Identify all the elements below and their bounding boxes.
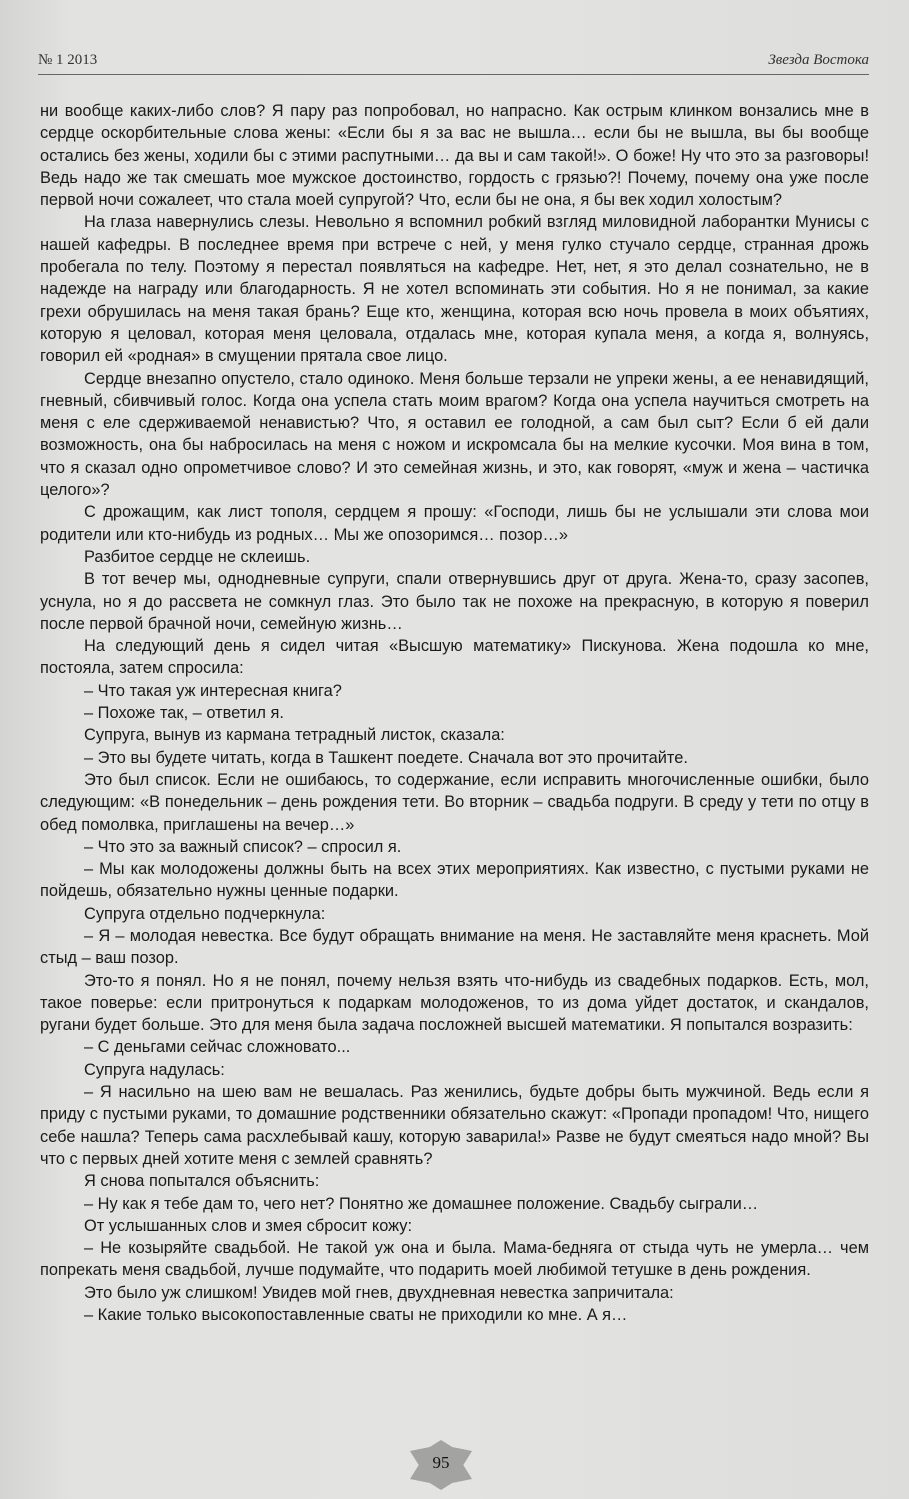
paragraph: – Я – молодая невестка. Все будут обращать внимание на меня. Не заставляйте меня краснеть. Мой стыд – ваш позор.: [40, 926, 869, 968]
paragraph: Супруга надулась:: [84, 1060, 225, 1079]
paragraph: Это был список. Если не ошибаюсь, то содержание, если исправить многочисленные ошибки, было следующим: «В понедельник – день рождения тети. Во вторник – свадьба подруги. В среду у тети по отцу в обед помолвка, приглашены на вечер…»: [40, 770, 869, 834]
issue-number: № 1 2013: [38, 52, 98, 68]
paragraph: Это было уж слишком! Увидев мой гнев, двухдневная невестка запричитала:: [84, 1283, 674, 1302]
paragraph: – Ну как я тебе дам то, чего нет? Понятно же домашнее положение. Свадьбу сыграли…: [84, 1194, 759, 1213]
paragraph: Супруга, вынув из кармана тетрадный листок, сказала:: [84, 726, 505, 745]
paragraph: Сердце внезапно опустело, стало одиноко. Меня больше терзали не упреки жены, а ее ненавидящий, гневный, сбивчивый голос. Когда она успела стать моим врагом? Когда она успела научиться смотреть на меня с еле сдерживаемой ненавистью? Что, я оставил ее голодной, а сам был сыт? Если б ей дали возможность, она бы набросилась на меня с ножом и искромсала бы на мелкие кусочки. Моя вина в том, что я сказал одно опрометчивое слово? И это семейная жизнь, и это, как говорят, «муж и жена – частичка целого»?: [40, 369, 869, 500]
paragraph: – Это вы будете читать, когда в Ташкент поедете. Сначала вот это прочитайте.: [84, 748, 688, 767]
running-header: [38, 50, 869, 76]
header-rule: [38, 74, 869, 75]
journal-title: Звезда Востока: [768, 52, 869, 68]
paragraph: – Не козыряйте свадьбой. Не такой уж она и была. Мама-бедняга от стыда чуть не умерла… чем попрекать меня свадьбой, лучше подумайте, что подарить моей любимой тетушке в день рождения.: [40, 1239, 869, 1280]
paragraph: В тот вечер мы, однодневные супруги, спали отвернувшись друг от друга. Жена-то, сразу засопев, уснула, но я до рассвета не сомкнул глаз. Это было так не похоже на прекрасную, в которую я поверил после первой брачной ночи, семейную жизнь…: [40, 570, 869, 633]
paragraph: Это-то я понял. Но я не понял, почему нельзя взять что-нибудь из свадебных подарков. Есть, мол, такое поверье: если притронуться к подаркам молодоженов, то из дома уйдет достаток, и скандалов, ругани будет больше. Это для меня была задача посложней высшей математики. Я попытался возразить:: [40, 971, 869, 1035]
paragraph: Я снова попытался объяснить:: [84, 1172, 320, 1191]
paragraph: Супруга отдельно подчеркнула:: [84, 904, 326, 923]
paragraph: – С деньгами сейчас сложновато...: [84, 1038, 351, 1057]
paragraph: ни вообще каких-либо слов? Я пару раз попробовал, но напрасно. Как острым клинком вонзались мне в сердце оскорбительные слова жены: «Если бы я за вас не вышла… если бы не вышла, вы бы вообще остались без жены, ходили бы с этими распутными… да вы и сам такой!». О боже! Ну что это за разговоры! Ведь надо же так смешать мое мужское достоинство, гордость с грязью?! Почему, почему она уже после первой ночи сожалеет, что стала моей супругой? Что, если бы не она, я бы век ходил холостым?: [40, 102, 869, 210]
paragraph: На следующий день я сидел читая «Высшую математику» Пискунова. Жена подошла ко мне, постояла, затем спросила:: [40, 637, 869, 678]
paragraph: – Мы как молодожены должны быть на всех этих мероприятиях. Как известно, с пустыми руками не пойдешь, обязательно нужны ценные подарки.: [40, 860, 869, 901]
paragraph: С дрожащим, как лист тополя, сердцем я прошу: «Господи, лишь бы не услышали эти слова мои родители или кто-нибудь из родных… Мы же опозоримся… позор…»: [40, 503, 869, 544]
paragraph: На глаза навернулись слезы. Невольно я вспомнил робкий взгляд миловидной лаборантки Мунисы с нашей кафедры. В последнее время при встрече с ней, у меня гулко стучало сердце, странная дрожь пробегала по телу. Поэтому я перестал появляться на кафедре. Нет, нет, я это делал сознательно, не в надежде на награду или благодарность. Я не хотел вспоминать эти события. Но я не понимал, за какие грехи обрушилась на меня такая брань? Еще кто, женщина, которая всю ночь провела в моих объятиях, которую я целовал, которая меня целовала, отдалась мне, которая купала меня, а когда я, волнуясь, говорил ей «родная» в смущении прятала свое лицо.: [40, 213, 869, 366]
paragraph: – Что это за важный список? – спросил я.: [84, 837, 402, 856]
paragraph: От услышанных слов и змея сбросит кожу:: [84, 1216, 413, 1235]
page-number-badge: [404, 1440, 478, 1490]
paragraph: Разбитое сердце не склеишь.: [84, 547, 311, 566]
paragraph: – Что такая уж интересная книга?: [84, 681, 342, 700]
page-number: 95: [432, 1453, 450, 1472]
body-text: [40, 100, 869, 1326]
paragraph: – Похоже так, – ответил я.: [84, 704, 284, 723]
paragraph: – Какие только высокопоставленные сваты не приходили ко мне. А я…: [84, 1306, 628, 1325]
paragraph: – Я насильно на шею вам не вешалась. Раз женились, будьте добры быть мужчиной. Ведь если я приду с пустыми руками, то домашние родственники обязательно скажут: «Пропади пропадом! Что, нищего себе нашла? Теперь сама расхлебывай кашу, которую заварила!» Разве не будут смеяться надо мной? Вы что с первых дней хотите меня с землей сравнять?: [40, 1083, 869, 1168]
